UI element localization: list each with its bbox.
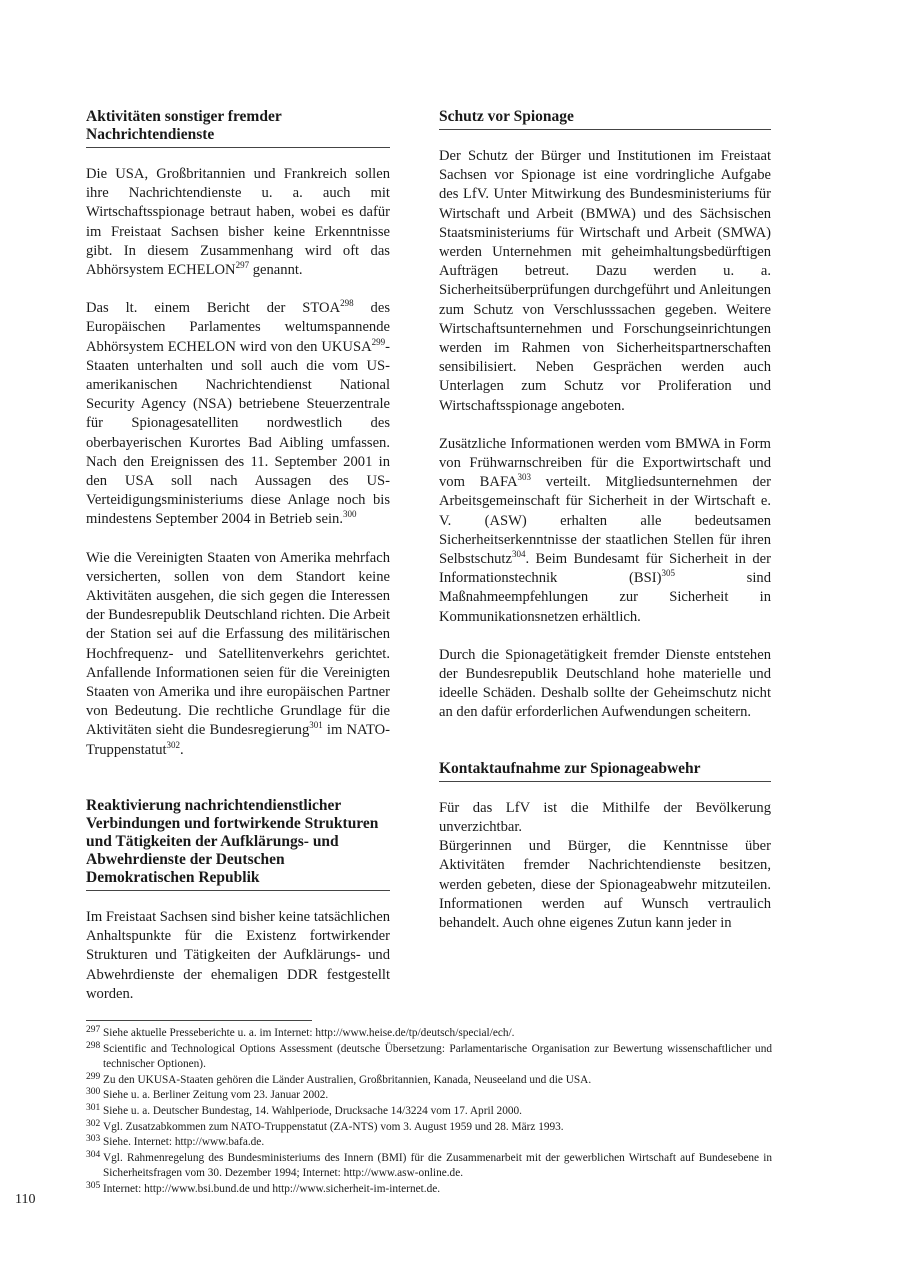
page-number: 110 xyxy=(15,1192,36,1207)
paragraph: Der Schutz der Bürger und Institutionen im Freistaat Sachsen vor Spionage ist eine vordringliche Aufgabe des LfV. Unter Mitwirkung des Bundesministeriums für Wirtschaft und Arbeit (BMWA) und des Sächsischen Staatsministeriums für Wirtschaft und Arbeit (SMWA) werden Unternehmen mit geheimhaltungsbedürftigen Aufträgen betreut. Dazu werden u. a. Sicherheitsüberprüfungen durchgeführt und Anleitungen zum Schutz von Verschlusssachen gegeben. Weitere Wirtschaftsunternehmen und Forschungseinrichtungen werden im Rahmen von Sicherheitspartnerschaften sensibilisiert. Neben Gesprächen werden auch Unterlagen zum Schutz vor Proliferation und Wirtschaftsspionage angeboten. xyxy=(439,148,771,414)
paragraph-text: Zusätzliche Informationen werden vom BMWA in Form von Frühwarnschreiben für die Exportwirtschaft und vom BAFA xyxy=(439,435,771,491)
footnote-text: Zu den UKUSA-Staaten gehören die Länder Australien, Großbritannien, Kanada, Neuseeland und die USA. xyxy=(103,1073,592,1086)
paragraph-text: Wie die Vereinigten Staaten von Amerika mehrfach versicherten, sollen von dem Standort keine Aktivitäten ausgehen, die sich gegen die Interessen der Bundesrepublik Deutschland richten. Die Arbeit der Station sei auf die Erfassung des militärischen Hochfrequenz- und Satellitenverkehrs gerichtet. Anfallende Informationen seien für die Vereinigten Staaten von Amerika und ihre europäischen Partner von Bedeutung. Die rechtliche Grundlage für die Aktivitäten sieht die Bundesregierung xyxy=(86,549,390,739)
footnote xyxy=(86,1120,772,1136)
paragraph-text: verteilt. Mitgliedsunternehmen der Arbeitsgemeinschaft für Sicherheit in der Wirtschaft e. V. (ASW) erhalten alle bedeutsamen Sicherheitserkenntnisse der staatlichen Stellen für ihren Selbstschutz xyxy=(439,474,771,568)
footnote xyxy=(86,1151,772,1182)
footnote-number: 302 xyxy=(86,1118,101,1129)
footnote xyxy=(86,1088,772,1104)
footnote-text: Vgl. Zusatzabkommen zum NATO-Truppenstatut (ZA-NTS) vom 3. August 1959 und 28. März 1993. xyxy=(103,1120,564,1133)
section-heading-contact: Kontaktaufnahme zur Spionageabwehr xyxy=(439,760,771,782)
spacer xyxy=(439,742,771,760)
section-heading-protection: Schutz vor Spionage xyxy=(439,108,771,130)
footnote-ref[interactable]: 298 xyxy=(340,298,354,309)
paragraph-text: genannt. xyxy=(249,262,303,279)
paragraph-text: . Beim Bundesamt für Sicherheit in der Informationstechnik (BSI) xyxy=(439,551,771,587)
footnote xyxy=(86,1073,772,1089)
paragraph: Durch die Spionagetätigkeit fremder Dienste entstehen der Bundesrepublik Deutschland hohe materielle und ideelle Schäden. Deshalb sollte der Geheimschutz nicht an den dafür erforderlichen Aufwendungen scheitern. xyxy=(439,646,771,721)
paragraph xyxy=(86,549,390,760)
footnote-number: 300 xyxy=(86,1087,101,1098)
footnote-number: 303 xyxy=(86,1134,101,1145)
footnote xyxy=(86,1135,772,1151)
right-column xyxy=(439,108,771,952)
paragraph xyxy=(439,435,771,627)
footnote-number: 299 xyxy=(86,1071,101,1082)
paragraph-text: . xyxy=(180,741,184,758)
footnote-ref[interactable]: 303 xyxy=(517,472,532,483)
spacer xyxy=(86,779,390,797)
footnote-ref[interactable]: 297 xyxy=(235,260,250,271)
paragraph-text: im NATO-Truppenstatut xyxy=(86,722,390,758)
paragraph: Bürgerinnen und Bürger, die Kenntnisse über Aktivitäten fremder Nachrichtendienste besitzen, werden gebeten, diese der Spionageabwehr mitzuteilen. Informationen werden auf Wunsch vertraulich behandelt. Auch ohne eigenes Zutun kann jeder in xyxy=(439,838,771,931)
footnote-text: Siehe u. a. Berliner Zeitung vom 23. Januar 2002. xyxy=(103,1089,329,1102)
paragraph: Im Freistaat Sachsen sind bisher keine tatsächlichen Anhaltspunkte für die Existenz fortwirkender Strukturen und Tätigkeiten der Aufklärungs- und Abwehrdienste der ehemaligen DDR festgestellt worden. xyxy=(86,908,390,1002)
footnote-text: Siehe aktuelle Presseberichte u. a. im Internet: http://www.heise.de/tp/deutsch/special/ech/. xyxy=(103,1027,515,1039)
paragraph-text: sind Maßnahmeempfehlungen zur Sicherheit in Kommunikationsnetzen erhältlich. xyxy=(439,570,771,625)
footnote-ref[interactable]: 302 xyxy=(166,739,181,750)
footnote-ref[interactable]: 299 xyxy=(371,336,386,347)
footnote-ref[interactable]: 304 xyxy=(511,549,526,560)
paragraph-text: Das lt. einem Bericht der STOA xyxy=(86,300,341,317)
footnote xyxy=(86,1042,772,1073)
footnote-number: 301 xyxy=(86,1102,101,1113)
footnote xyxy=(86,1104,772,1120)
footnote-ref[interactable]: 301 xyxy=(309,720,323,731)
left-column xyxy=(86,108,390,1023)
footnote-number: 297 xyxy=(86,1025,101,1035)
footnote-text: Vgl. Rahmenregelung des Bundesministeriums des Innern (BMI) für die Zusammenarbeit mit der gewerblichen Wirtschaft auf Bundesebene in Sicherheitsfragen vom 30. Dezember 1994; Internet: http://www.asw-online.de. xyxy=(103,1151,772,1180)
paragraph xyxy=(86,165,390,280)
footnote-text: Scientific and Technological Options Assessment (deutsche Übersetzung: Parlamentarische Organisation zur Bewertung wissenschaftlicher und technischer Optionen). xyxy=(103,1042,772,1071)
footnote-divider xyxy=(86,1020,312,1021)
footnote-number: 305 xyxy=(86,1180,101,1191)
footnote-ref[interactable]: 300 xyxy=(342,509,357,520)
section-heading-gdr-services: Reaktivierung nachrichtendienstlicher Verbindungen und fortwirkende Strukturen und Tätigkeiten der Aufklärungs- und Abwehrdienste der Deutschen Demokratischen Republik xyxy=(86,797,390,891)
footnote xyxy=(86,1026,772,1042)
footnote-text: Internet: http://www.bsi.bund.de und http://www.sicherheit-im-internet.de. xyxy=(103,1182,441,1195)
paragraph-text: -Staaten unterhalten und soll auch die vom US-amerikanischen Nachrichtendienst National Security Agency (NSA) betriebene Steuerzentrale für Spionagesatelliten nordwestlich des oberbayerischen Kurortes Bad Aibling umfassen. Nach den Ereignissen des 11. September 2001 in den USA soll nach Aussagen des US-Verteidigungsministeriums diese Anlage noch bis mindestens September 2004 in Betrieb sein. xyxy=(86,338,390,528)
section-heading-other-intelligence: Aktivitäten sonstiger fremder Nachrichtendienste xyxy=(86,108,390,148)
footnote-text: Siehe u. a. Deutscher Bundestag, 14. Wahlperiode, Drucksache 14/3224 vom 17. April 2000. xyxy=(103,1104,522,1117)
footnotes xyxy=(86,1026,772,1198)
footnote-text: Siehe. Internet: http://www.bafa.de. xyxy=(103,1136,265,1149)
paragraph-text: Die USA, Großbritannien und Frankreich sollen ihre Nachrichtendienste u. a. auch mit Wirtschaftsspionage betraut haben, wobei es dafür im Freistaat Sachsen bisher keine Erkenntnisse gibt. In diesem Zusammenhang wird oft das Abhörsystem ECHELON xyxy=(86,166,390,279)
paragraph: Für das LfV ist die Mithilfe der Bevölkerung unverzichtbar. xyxy=(439,799,771,835)
footnote-ref[interactable]: 305 xyxy=(661,568,675,579)
paragraph-text: des Europäischen Parlamentes weltumspannende Abhörsystem ECHELON wird von den UKUSA xyxy=(86,300,390,355)
footnote xyxy=(86,1182,772,1198)
footnote-number: 298 xyxy=(86,1040,101,1051)
paragraph xyxy=(86,299,390,529)
footnote-number: 304 xyxy=(86,1149,101,1160)
